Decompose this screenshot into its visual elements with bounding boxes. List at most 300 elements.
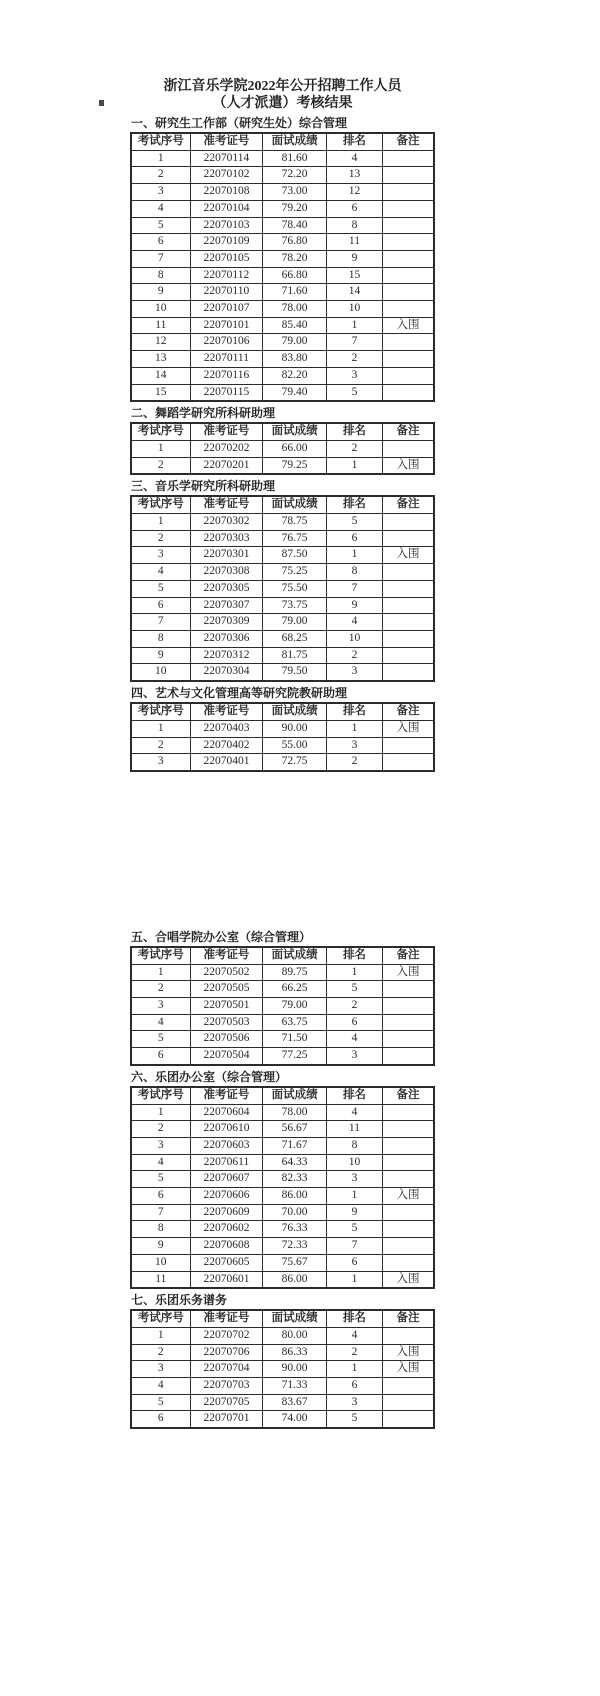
col-header: 准考证号 (190, 1310, 263, 1327)
cell-ticket-number: 22070305 (190, 580, 263, 597)
cell-interview-score: 76.75 (263, 530, 327, 547)
cell-interview-score: 81.75 (263, 647, 327, 664)
cell-interview-score: 76.33 (263, 1221, 327, 1238)
cell-interview-score: 79.00 (263, 334, 327, 351)
section-5 (130, 930, 435, 1066)
col-header: 面试成绩 (263, 133, 327, 150)
col-header: 备注 (382, 423, 434, 440)
col-header: 排名 (326, 496, 382, 513)
col-header: 备注 (382, 703, 434, 720)
cell-interview-score: 78.75 (263, 514, 327, 531)
table-row (131, 150, 434, 167)
cell-rank: 9 (326, 1204, 382, 1221)
cell-exam-seq: 2 (131, 981, 190, 998)
cell-interview-score: 79.00 (263, 614, 327, 631)
section-heading: 一、研究生工作部（研究生处）综合管理 (131, 116, 348, 130)
cell-ticket-number: 22070501 (190, 998, 263, 1015)
cell-interview-score: 72.20 (263, 167, 327, 184)
cell-interview-score: 75.25 (263, 564, 327, 581)
cell-rank: 3 (326, 664, 382, 681)
cell-rank: 8 (326, 564, 382, 581)
cell-rank: 1 (326, 720, 382, 737)
cell-exam-seq: 5 (131, 217, 190, 234)
results-table (130, 422, 435, 475)
cell-rank: 3 (326, 1048, 382, 1065)
table-row (131, 664, 434, 681)
table-row (131, 284, 434, 301)
cell-ticket-number: 22070112 (190, 267, 263, 284)
cell-interview-score: 81.60 (263, 150, 327, 167)
table-row (131, 964, 434, 981)
col-header: 准考证号 (190, 947, 263, 964)
cell-rank: 8 (326, 217, 382, 234)
table-row (131, 250, 434, 267)
cell-interview-score: 78.40 (263, 217, 327, 234)
table-row (131, 1344, 434, 1361)
cell-exam-seq: 9 (131, 1238, 190, 1255)
results-table (130, 1086, 435, 1289)
table-row (131, 1361, 434, 1378)
cell-interview-score: 87.50 (263, 547, 327, 564)
cell-interview-score: 66.80 (263, 267, 327, 284)
table-row (131, 317, 434, 334)
cell-exam-seq: 4 (131, 1154, 190, 1171)
cell-exam-seq: 6 (131, 234, 190, 251)
cell-ticket-number: 22070604 (190, 1104, 263, 1121)
cell-rank: 10 (326, 301, 382, 318)
cell-remark (382, 217, 434, 234)
cell-exam-seq: 11 (131, 317, 190, 334)
cell-exam-seq: 2 (131, 167, 190, 184)
section-heading: 五、合唱学院办公室（综合管理） (131, 929, 312, 944)
cell-ticket-number: 22070401 (190, 754, 263, 771)
cell-exam-seq: 6 (131, 1188, 190, 1205)
cell-exam-seq: 1 (131, 514, 190, 531)
col-header: 准考证号 (190, 423, 263, 440)
cell-interview-score: 71.67 (263, 1137, 327, 1154)
col-header: 面试成绩 (263, 496, 327, 513)
cell-interview-score: 73.00 (263, 184, 327, 201)
table-row (131, 597, 434, 614)
table-row (131, 334, 434, 351)
cell-rank: 1 (326, 317, 382, 334)
table-row (131, 1048, 434, 1065)
cell-rank: 2 (326, 440, 382, 457)
cell-exam-seq: 2 (131, 1344, 190, 1361)
cell-ticket-number: 22070106 (190, 334, 263, 351)
cell-exam-seq: 10 (131, 301, 190, 318)
table-row (131, 200, 434, 217)
col-header: 排名 (326, 947, 382, 964)
cell-exam-seq: 8 (131, 630, 190, 647)
cell-ticket-number: 22070608 (190, 1238, 263, 1255)
cell-ticket-number: 22070504 (190, 1048, 263, 1065)
section-6 (130, 1070, 435, 1289)
cell-remark (382, 1254, 434, 1271)
header-row (131, 1310, 434, 1327)
cell-remark (382, 564, 434, 581)
cell-interview-score: 82.20 (263, 367, 327, 384)
cell-exam-seq: 3 (131, 547, 190, 564)
cell-exam-seq: 2 (131, 737, 190, 754)
cell-rank: 3 (326, 1171, 382, 1188)
cell-exam-seq: 13 (131, 351, 190, 368)
cell-ticket-number: 22070706 (190, 1344, 263, 1361)
cell-remark (382, 1378, 434, 1395)
col-header: 备注 (382, 947, 434, 964)
col-header: 排名 (326, 423, 382, 440)
table-row (131, 184, 434, 201)
cell-exam-seq: 9 (131, 284, 190, 301)
cell-remark (382, 1048, 434, 1065)
cell-exam-seq: 4 (131, 200, 190, 217)
table-row (131, 1171, 434, 1188)
cell-exam-seq: 1 (131, 1104, 190, 1121)
cell-exam-seq: 7 (131, 1204, 190, 1221)
cell-ticket-number: 22070611 (190, 1154, 263, 1171)
table-row (131, 1411, 434, 1428)
table-row (131, 217, 434, 234)
results-table (130, 1309, 435, 1429)
cell-ticket-number: 22070101 (190, 317, 263, 334)
cell-interview-score: 85.40 (263, 317, 327, 334)
cell-ticket-number: 22070606 (190, 1188, 263, 1205)
document-title-line-1: 浙江音乐学院2022年公开招聘工作人员 (163, 79, 402, 94)
table-row (131, 301, 434, 318)
table-row (131, 267, 434, 284)
cell-remark: 入围 (382, 720, 434, 737)
cell-rank: 7 (326, 580, 382, 597)
cell-exam-seq: 4 (131, 1014, 190, 1031)
cell-exam-seq: 3 (131, 998, 190, 1015)
cell-interview-score: 68.25 (263, 630, 327, 647)
cell-ticket-number: 22070602 (190, 1221, 263, 1238)
cell-interview-score: 90.00 (263, 1361, 327, 1378)
table-row (131, 1104, 434, 1121)
cell-remark (382, 384, 434, 401)
header-row (131, 423, 434, 440)
cell-remark: 入围 (382, 317, 434, 334)
table-row (131, 720, 434, 737)
cell-interview-score: 79.25 (263, 457, 327, 474)
cell-exam-seq: 5 (131, 1031, 190, 1048)
cell-interview-score: 76.80 (263, 234, 327, 251)
cell-ticket-number: 22070607 (190, 1171, 263, 1188)
cell-ticket-number: 22070307 (190, 597, 263, 614)
section-3 (130, 479, 435, 682)
cell-rank: 1 (326, 457, 382, 474)
cell-interview-score: 77.25 (263, 1048, 327, 1065)
col-header: 备注 (382, 496, 434, 513)
cell-remark: 入围 (382, 1361, 434, 1378)
table-row (131, 1394, 434, 1411)
table-row (131, 1327, 434, 1344)
cell-remark (382, 1221, 434, 1238)
cell-rank: 4 (326, 614, 382, 631)
cell-exam-seq: 2 (131, 530, 190, 547)
cell-remark: 入围 (382, 1344, 434, 1361)
cell-rank: 3 (326, 1394, 382, 1411)
cell-exam-seq: 10 (131, 1254, 190, 1271)
header-row (131, 133, 434, 150)
cell-ticket-number: 22070115 (190, 384, 263, 401)
cell-exam-seq: 7 (131, 250, 190, 267)
cell-rank: 3 (326, 367, 382, 384)
document-body (130, 0, 435, 1429)
cell-remark (382, 514, 434, 531)
cell-interview-score: 79.50 (263, 664, 327, 681)
table-row (131, 1031, 434, 1048)
cell-exam-seq: 1 (131, 1327, 190, 1344)
cell-exam-seq: 3 (131, 184, 190, 201)
header-row (131, 947, 434, 964)
cell-remark (382, 267, 434, 284)
col-header: 考试序号 (131, 947, 190, 964)
cell-remark (382, 1204, 434, 1221)
cell-ticket-number: 22070109 (190, 234, 263, 251)
cell-ticket-number: 22070503 (190, 1014, 263, 1031)
cell-rank: 1 (326, 1188, 382, 1205)
cell-remark (382, 284, 434, 301)
cell-ticket-number: 22070110 (190, 284, 263, 301)
cell-remark (382, 250, 434, 267)
cell-remark (382, 530, 434, 547)
cell-interview-score: 78.00 (263, 301, 327, 318)
cell-rank: 5 (326, 514, 382, 531)
cell-interview-score: 90.00 (263, 720, 327, 737)
cell-rank: 7 (326, 1238, 382, 1255)
table-row (131, 1378, 434, 1395)
cell-exam-seq: 3 (131, 1361, 190, 1378)
cell-ticket-number: 22070105 (190, 250, 263, 267)
header-row (131, 703, 434, 720)
cell-remark (382, 1121, 434, 1138)
cell-rank: 6 (326, 1014, 382, 1031)
cell-interview-score: 56.67 (263, 1121, 327, 1138)
cell-rank: 5 (326, 981, 382, 998)
cell-ticket-number: 22070304 (190, 664, 263, 681)
cell-interview-score: 71.60 (263, 284, 327, 301)
cell-interview-score: 66.00 (263, 440, 327, 457)
col-header: 排名 (326, 133, 382, 150)
cell-exam-seq: 4 (131, 564, 190, 581)
cell-ticket-number: 22070705 (190, 1394, 263, 1411)
cell-ticket-number: 22070312 (190, 647, 263, 664)
cell-rank: 3 (326, 737, 382, 754)
cell-exam-seq: 2 (131, 1121, 190, 1138)
cell-interview-score: 64.33 (263, 1154, 327, 1171)
col-header: 备注 (382, 1087, 434, 1104)
col-header: 准考证号 (190, 133, 263, 150)
section-4 (130, 686, 435, 772)
col-header: 面试成绩 (263, 1087, 327, 1104)
cell-remark (382, 1154, 434, 1171)
cell-ticket-number: 22070102 (190, 167, 263, 184)
cell-ticket-number: 22070302 (190, 514, 263, 531)
cell-ticket-number: 22070306 (190, 630, 263, 647)
scan-artifact-speck (99, 100, 104, 106)
col-header: 考试序号 (131, 703, 190, 720)
cell-interview-score: 71.33 (263, 1378, 327, 1395)
col-header: 考试序号 (131, 496, 190, 513)
cell-rank: 6 (326, 1254, 382, 1271)
cell-remark (382, 1014, 434, 1031)
cell-exam-seq: 8 (131, 1221, 190, 1238)
results-table (130, 495, 435, 682)
section-7 (130, 1293, 435, 1429)
cell-remark (382, 580, 434, 597)
cell-rank: 2 (326, 647, 382, 664)
table-row (131, 1154, 434, 1171)
cell-interview-score: 70.00 (263, 1204, 327, 1221)
cell-remark (382, 664, 434, 681)
table-row (131, 167, 434, 184)
cell-rank: 5 (326, 1411, 382, 1428)
cell-exam-seq: 5 (131, 580, 190, 597)
table-row (131, 1204, 434, 1221)
table-row (131, 754, 434, 771)
cell-exam-seq: 10 (131, 664, 190, 681)
cell-interview-score: 71.50 (263, 1031, 327, 1048)
cell-remark (382, 234, 434, 251)
cell-remark (382, 998, 434, 1015)
table-row (131, 614, 434, 631)
cell-rank: 1 (326, 1271, 382, 1288)
document-title-line-2: （人才派遣）考核结果 (212, 96, 353, 111)
cell-remark (382, 1394, 434, 1411)
cell-remark (382, 1327, 434, 1344)
cell-ticket-number: 22070609 (190, 1204, 263, 1221)
col-header: 考试序号 (131, 1310, 190, 1327)
col-header: 排名 (326, 1087, 382, 1104)
cell-ticket-number: 22070402 (190, 737, 263, 754)
cell-remark (382, 184, 434, 201)
cell-ticket-number: 22070502 (190, 964, 263, 981)
header-row (131, 496, 434, 513)
cell-exam-seq: 14 (131, 367, 190, 384)
cell-rank: 2 (326, 351, 382, 368)
cell-rank: 2 (326, 1344, 382, 1361)
col-header: 备注 (382, 1310, 434, 1327)
cell-interview-score: 72.75 (263, 754, 327, 771)
results-table (130, 702, 435, 772)
section-heading: 四、艺术与文化管理高等研究院教研助理 (131, 686, 348, 701)
cell-rank: 1 (326, 547, 382, 564)
cell-remark (382, 1411, 434, 1428)
cell-interview-score: 89.75 (263, 964, 327, 981)
cell-rank: 8 (326, 1137, 382, 1154)
cell-remark (382, 367, 434, 384)
cell-remark (382, 1171, 434, 1188)
cell-ticket-number: 22070114 (190, 150, 263, 167)
cell-rank: 6 (326, 200, 382, 217)
cell-exam-seq: 12 (131, 334, 190, 351)
cell-remark: 入围 (382, 1188, 434, 1205)
table-row (131, 981, 434, 998)
table-row (131, 1221, 434, 1238)
cell-interview-score: 78.20 (263, 250, 327, 267)
cell-rank: 1 (326, 964, 382, 981)
cell-rank: 1 (326, 1361, 382, 1378)
section-heading: 六、乐团办公室（综合管理） (131, 1069, 288, 1084)
table-row (131, 647, 434, 664)
cell-ticket-number: 22070704 (190, 1361, 263, 1378)
col-header: 备注 (382, 133, 434, 150)
cell-rank: 14 (326, 284, 382, 301)
cell-exam-seq: 15 (131, 384, 190, 401)
cell-exam-seq: 6 (131, 1411, 190, 1428)
cell-remark (382, 647, 434, 664)
cell-ticket-number: 22070111 (190, 351, 263, 368)
cell-rank: 4 (326, 150, 382, 167)
cell-ticket-number: 22070103 (190, 217, 263, 234)
cell-ticket-number: 22070308 (190, 564, 263, 581)
cell-ticket-number: 22070701 (190, 1411, 263, 1428)
cell-ticket-number: 22070107 (190, 301, 263, 318)
table-row (131, 547, 434, 564)
cell-rank: 6 (326, 1378, 382, 1395)
cell-ticket-number: 22070601 (190, 1271, 263, 1288)
section-heading: 七、乐团乐务谱务 (131, 1293, 228, 1308)
table-row (131, 384, 434, 401)
cell-interview-score: 83.80 (263, 351, 327, 368)
cell-remark (382, 1104, 434, 1121)
cell-interview-score: 86.00 (263, 1271, 327, 1288)
cell-exam-seq: 4 (131, 1378, 190, 1395)
cell-ticket-number: 22070610 (190, 1121, 263, 1138)
cell-remark (382, 200, 434, 217)
table-row (131, 1271, 434, 1288)
cell-exam-seq: 5 (131, 1171, 190, 1188)
cell-rank: 11 (326, 1121, 382, 1138)
cell-exam-seq: 6 (131, 597, 190, 614)
cell-rank: 15 (326, 267, 382, 284)
col-header: 面试成绩 (263, 703, 327, 720)
cell-exam-seq: 1 (131, 720, 190, 737)
cell-interview-score: 73.75 (263, 597, 327, 614)
col-header: 排名 (326, 703, 382, 720)
col-header: 面试成绩 (263, 1310, 327, 1327)
cell-rank: 5 (326, 1221, 382, 1238)
table-row (131, 1014, 434, 1031)
col-header: 准考证号 (190, 703, 263, 720)
table-row (131, 351, 434, 368)
cell-ticket-number: 22070702 (190, 1327, 263, 1344)
cell-interview-score: 75.67 (263, 1254, 327, 1271)
cell-ticket-number: 22070116 (190, 367, 263, 384)
cell-ticket-number: 22070605 (190, 1254, 263, 1271)
cell-exam-seq: 11 (131, 1271, 190, 1288)
col-header: 考试序号 (131, 133, 190, 150)
col-header: 准考证号 (190, 496, 263, 513)
section-heading: 三、音乐学研究所科研助理 (131, 479, 276, 494)
table-row (131, 1188, 434, 1205)
cell-remark: 入围 (382, 1271, 434, 1288)
table-row (131, 998, 434, 1015)
cell-exam-seq: 6 (131, 1048, 190, 1065)
cell-ticket-number: 22070506 (190, 1031, 263, 1048)
section-2 (130, 406, 435, 475)
table-row (131, 1137, 434, 1154)
cell-ticket-number: 22070202 (190, 440, 263, 457)
col-header: 面试成绩 (263, 423, 327, 440)
cell-interview-score: 82.33 (263, 1171, 327, 1188)
cell-remark (382, 1031, 434, 1048)
cell-interview-score: 78.00 (263, 1104, 327, 1121)
table-row (131, 440, 434, 457)
cell-ticket-number: 22070201 (190, 457, 263, 474)
cell-exam-seq: 9 (131, 647, 190, 664)
